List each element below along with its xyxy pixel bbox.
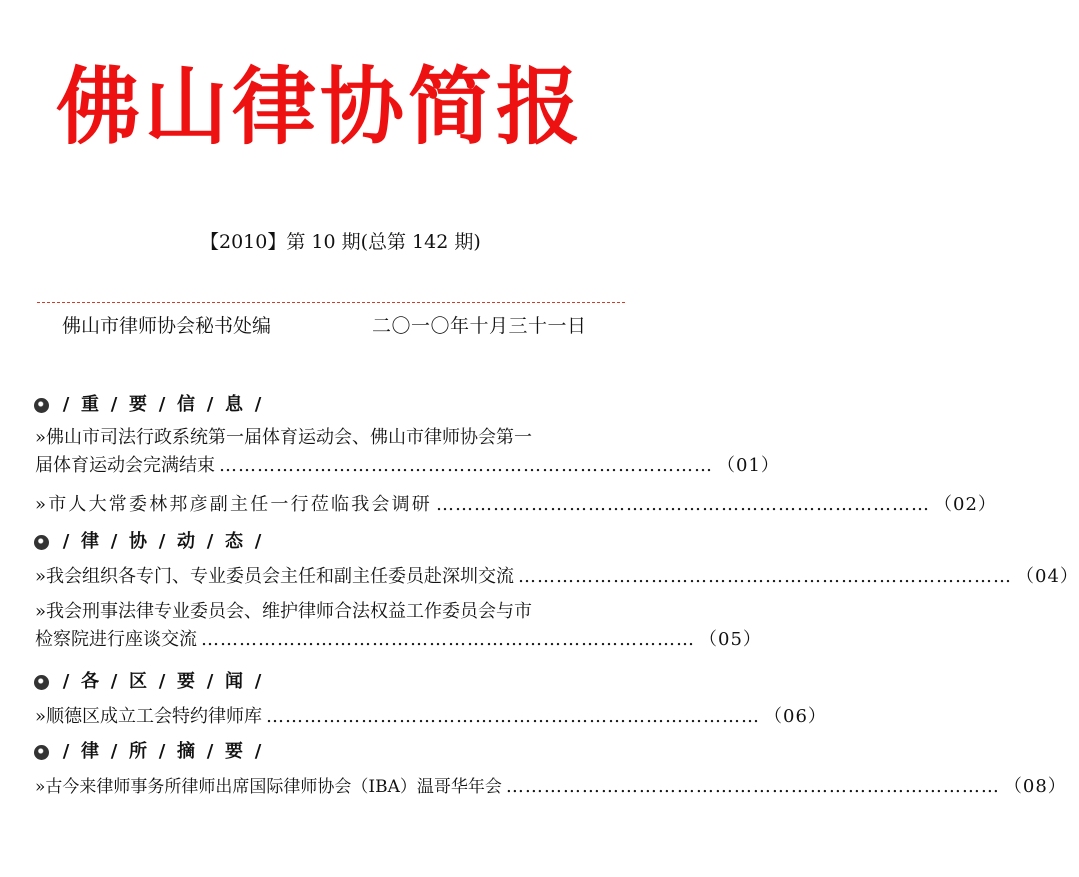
toc-entry[interactable] — [35, 598, 762, 654]
toc-entry[interactable] — [35, 703, 827, 731]
toc-entry-text: »佛山市司法行政系统第一届体育运动会、佛山市律师协会第一 — [35, 427, 533, 448]
toc-entry[interactable] — [35, 563, 1079, 591]
toc-page-number: （02） — [934, 494, 997, 515]
toc-entry[interactable] — [35, 773, 1067, 801]
toc-entry[interactable] — [35, 491, 997, 519]
publisher-org: 佛山市律师协会秘书处编 — [62, 315, 272, 337]
toc-entry-text: 届体育运动会完满结束 — [35, 455, 215, 476]
section-bullet-icon — [34, 675, 49, 690]
toc-page-number: （08） — [1003, 776, 1067, 797]
issue-number: 【2010】第 10 期(总第 142 期) — [200, 231, 481, 253]
toc-leader: …………………………………………………………………… — [266, 706, 761, 727]
toc-leader: …………………………………………………………………… — [201, 629, 695, 650]
toc-leader: …………………………………………………………………… — [219, 455, 713, 476]
toc-entry-text: »我会组织各专门、专业委员会主任和副主任委员赴深圳交流 — [35, 566, 515, 587]
toc-entry[interactable] — [35, 424, 780, 480]
section-heading-district-news: / 各 / 区 / 要 / 闻 / — [34, 668, 273, 696]
toc-page-number: （04） — [1016, 566, 1079, 587]
section-heading-firm-digest: / 律 / 所 / 摘 / 要 / — [34, 738, 273, 766]
toc-entry-text: »我会刑事法律专业委员会、维护律师合法权益工作委员会与市 — [35, 601, 533, 622]
toc-entry-text: »市人大常委林邦彦副主任一行莅临我会调研 — [35, 494, 433, 515]
section-bullet-icon — [34, 398, 49, 413]
publish-date: 二〇一〇年十月三十一日 — [372, 315, 587, 337]
toc-page-number: （05） — [699, 629, 762, 650]
toc-entry-text: »顺德区成立工会特约律师库 — [35, 706, 263, 727]
toc-entry-text: »古今来律师事务所律师出席国际律师协会（IBA）温哥华年会 — [35, 777, 502, 797]
toc-leader: …………………………………………………………………… — [518, 566, 1013, 587]
toc-entry-text: 检察院进行座谈交流 — [35, 629, 197, 650]
toc-leader: …………………………………………………………………… — [505, 776, 1000, 797]
toc-page-number: （06） — [764, 706, 827, 727]
section-heading-bar-dynamics: / 律 / 协 / 动 / 态 / — [34, 528, 273, 556]
section-bullet-icon — [34, 535, 49, 550]
section-bullet-icon — [34, 745, 49, 760]
toc-leader: …………………………………………………………………… — [436, 494, 931, 515]
toc-page-number: （01） — [717, 455, 780, 476]
masthead-title: 佛山律协简报 — [55, 58, 584, 156]
section-heading-important-info: / 重 / 要 / 信 / 息 / — [34, 391, 273, 419]
